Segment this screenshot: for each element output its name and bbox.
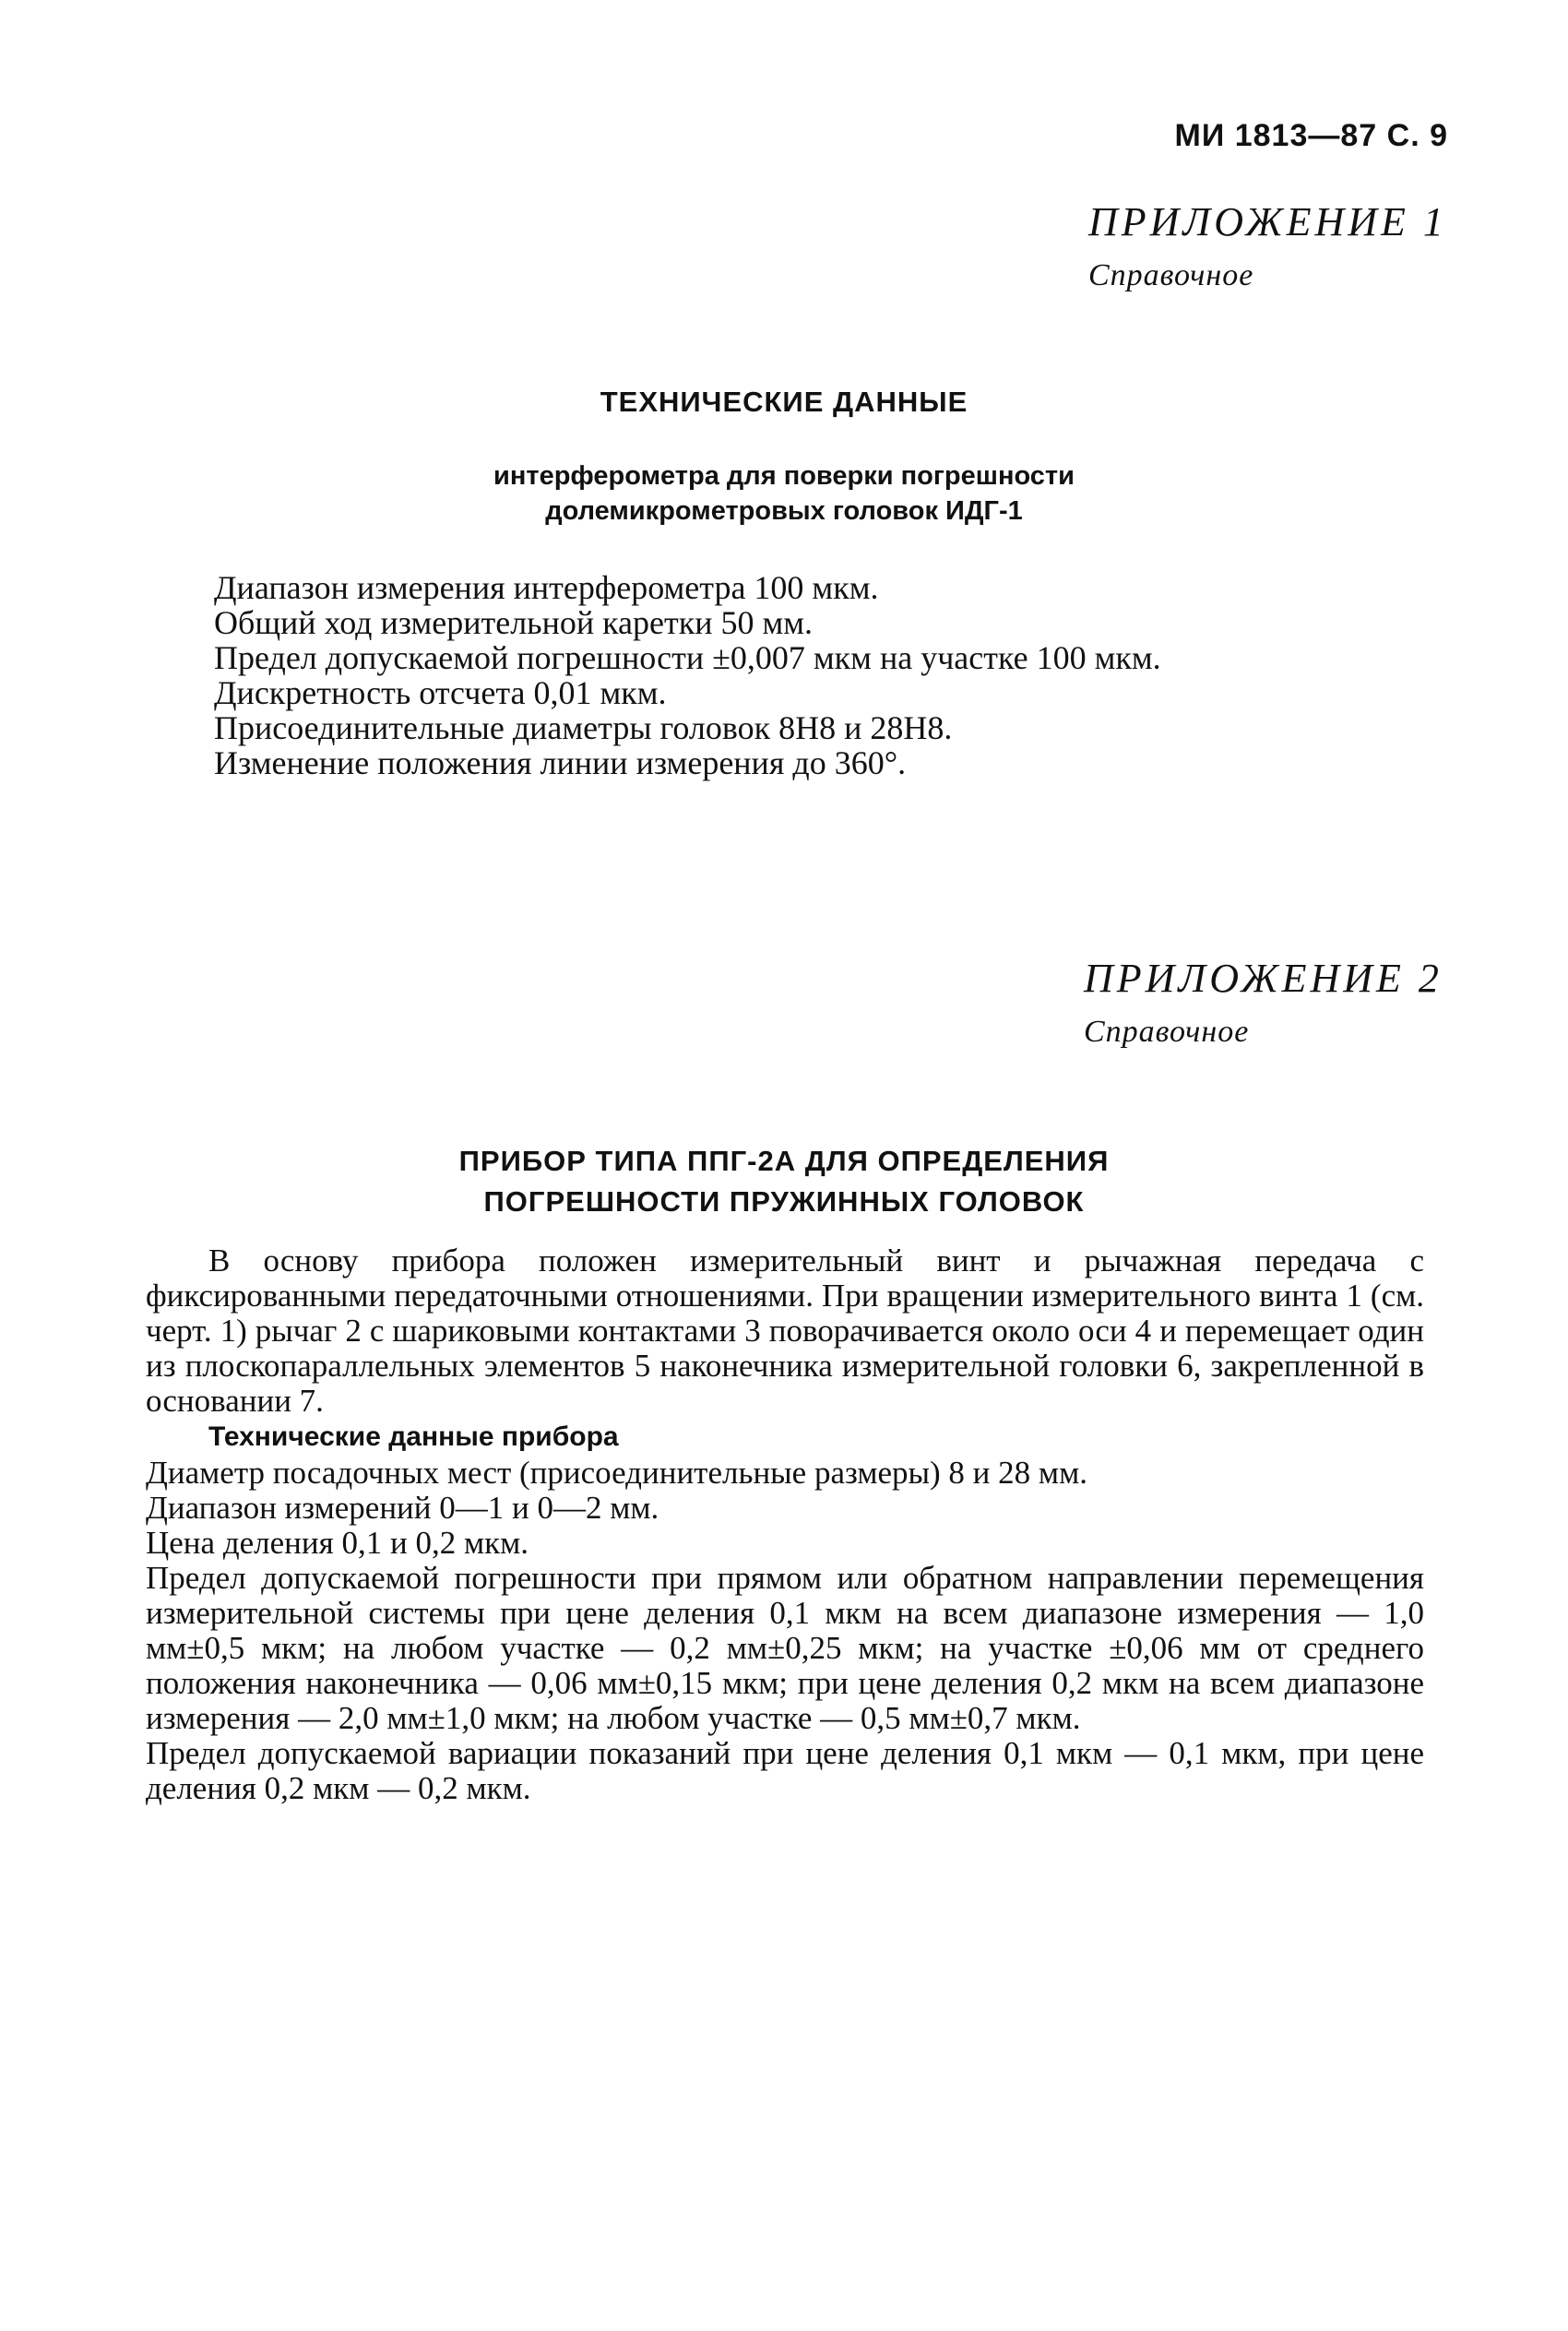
- page-header: МИ 1813—87 С. 9: [1174, 118, 1448, 153]
- appendix-2-heading-line1: ПРИБОР ТИПА ППГ-2А ДЛЯ ОПРЕДЕЛЕНИЯ: [458, 1145, 1110, 1177]
- spec-line: Предел допускаемой погрешности ±0,007 мкм на участке 100 мкм.: [214, 639, 1161, 676]
- appendix-2-label: [1084, 955, 1471, 1050]
- appendix-2-heading-line2: ПОГРЕШНОСТИ ПРУЖИННЫХ ГОЛОВОК: [483, 1185, 1085, 1218]
- spec-line: Изменение положения линии измерения до 360°.: [214, 744, 907, 781]
- spec-line: Диапазон измерения интерферометра 100 мкм.: [214, 569, 879, 606]
- appendix-1-type: Справочное: [1088, 258, 1254, 292]
- appendix-1-subheading-line2: долемикрометровых головок ИДГ-1: [545, 496, 1023, 526]
- tech-spec-line: Цена деления 0,1 и 0,2 мкм.: [146, 1525, 529, 1561]
- appendix-1-spec-list: [214, 570, 1376, 780]
- appendix-2-title: ПРИЛОЖЕНИЕ 2: [1084, 956, 1443, 1001]
- appendix-1-title: ПРИЛОЖЕНИЕ 1: [1088, 199, 1447, 244]
- appendix-2-body: [146, 1243, 1424, 1806]
- spec-line: Общий ход измерительной каретки 50 мм.: [214, 604, 814, 641]
- appendix-2-heading: [0, 1141, 1568, 1222]
- tech-spec-line: Диапазон измерений 0—1 и 0—2 мм.: [146, 1490, 659, 1526]
- appendix-1-label: [1088, 198, 1476, 293]
- appendix-1-heading: ТЕХНИЧЕСКИЕ ДАННЫЕ: [600, 386, 968, 418]
- tech-data-heading: Технические данные прибора: [208, 1421, 619, 1452]
- spec-line: Присоединительные диаметры головок 8Н8 и 28Н8.: [214, 709, 953, 746]
- tech-spec-line: Диаметр посадочных мест (присоединительные размеры) 8 и 28 мм.: [146, 1455, 1087, 1491]
- intro-paragraph: В основу прибора положен измерительный винт и рычажная передача с фиксированными передаточными отношениями. При вращении измерительного винта 1 (см. черт. 1) рычаг 2 с шариковыми контактами 3 поворачивается около оси 4 и перемещает один из плоскопараллельных элементов 5 наконечника измерительной головки 6, закрепленной в основании 7.: [146, 1243, 1424, 1419]
- appendix-1-subheading-line1: интерферометра для поверки погрешности: [493, 461, 1075, 491]
- tech-spec-line: Предел допускаемой вариации показаний при цене деления 0,1 мкм — 0,1 мкм, при цене деления 0,2 мкм — 0,2 мкм.: [146, 1735, 1424, 1806]
- tech-spec-line: Предел допускаемой погрешности при прямом или обратном направлении перемещения измерительной системы при цене деления 0,1 мкм на всем диапазоне измерения — 1,0 мм±0,5 мкм; на любом участке — 0,2 мм±0,25 мкм; на участке ±0,06 мм от среднего положения наконечника — 0,06 мм±0,15 мкм; при цене деления 0,2 мкм на всем диапазоне измерения — 2,0 мм±1,0 мкм; на любом участке — 0,5 мм±0,7 мкм.: [146, 1560, 1424, 1736]
- spec-line: Дискретность отсчета 0,01 мкм.: [214, 674, 667, 711]
- appendix-2-type: Справочное: [1084, 1015, 1250, 1049]
- appendix-1-subheading: [0, 458, 1568, 529]
